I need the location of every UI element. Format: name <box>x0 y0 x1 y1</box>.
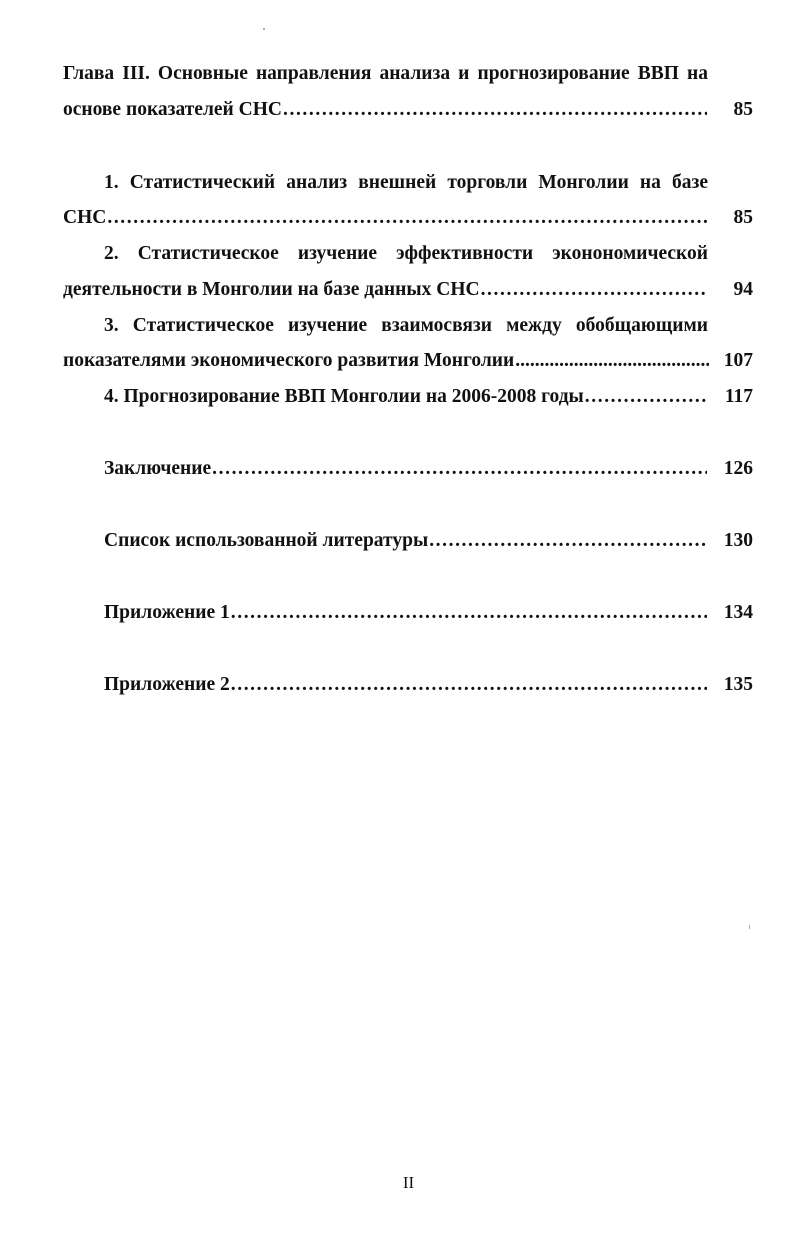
chapter-page-number: 85 <box>733 99 753 120</box>
appendix-1-title: Приложение 1 <box>104 602 230 623</box>
section-4-page-number: 117 <box>724 386 753 407</box>
references-title: Список использованной литературы <box>104 530 429 551</box>
section-3-title-line-2: показателями экономического развития Монголии <box>63 350 515 371</box>
appendix-1-entry[interactable] <box>104 596 753 630</box>
section-1-page-number: 85 <box>733 207 753 228</box>
chapter-title-line-2: основе показателей СНС <box>63 99 282 120</box>
leader-dots <box>515 344 709 378</box>
page-number-footer: II <box>402 1173 415 1192</box>
section-4-entry[interactable] <box>104 380 753 414</box>
conclusion-entry[interactable] <box>104 452 753 486</box>
appendix-2-title: Приложение 2 <box>104 674 230 695</box>
section-4-title: 4. Прогнозирование ВВП Монголии на 2006-2008 годы <box>104 386 584 407</box>
leader-dots <box>585 380 707 414</box>
leader-dots <box>481 273 707 307</box>
conclusion-title: Заключение <box>104 458 212 479</box>
leader-dots <box>107 201 707 235</box>
scan-speck <box>749 925 750 929</box>
scan-speck <box>263 28 265 30</box>
section-1-entry[interactable] <box>63 201 753 235</box>
section-3-page-number: 107 <box>723 350 753 371</box>
leader-dots <box>231 668 707 702</box>
section-2-entry[interactable] <box>63 273 753 307</box>
section-3-title-line-1: 3. Статистическое изучение взаимосвязи между обобщающими <box>104 315 708 336</box>
section-2-page-number: 94 <box>733 279 753 300</box>
section-3-entry[interactable] <box>63 344 753 378</box>
section-2-title-line-2: деятельности в Монголии на базе данных СНС <box>63 279 480 300</box>
leader-dots <box>283 93 707 127</box>
references-page-number: 130 <box>723 530 753 551</box>
section-1-title-line-2: СНС <box>63 207 107 228</box>
section-1-title-line-1: 1. Статистический анализ внешней торговли Монголии на базе <box>104 172 708 193</box>
appendix-2-entry[interactable] <box>104 668 753 702</box>
leader-dots <box>231 596 707 630</box>
section-2-title-line-1: 2. Статистическое изучение эффективности эконономической <box>104 243 708 264</box>
appendix-2-page-number: 135 <box>723 674 753 695</box>
appendix-1-page-number: 134 <box>723 602 753 623</box>
chapter-title-line-1: Глава III. Основные направления анализа и прогнозирование ВВП на <box>63 63 708 84</box>
leader-dots <box>212 452 707 486</box>
chapter-entry[interactable] <box>63 93 753 127</box>
references-entry[interactable] <box>104 524 753 558</box>
leader-dots <box>429 524 707 558</box>
conclusion-page-number: 126 <box>723 458 753 479</box>
